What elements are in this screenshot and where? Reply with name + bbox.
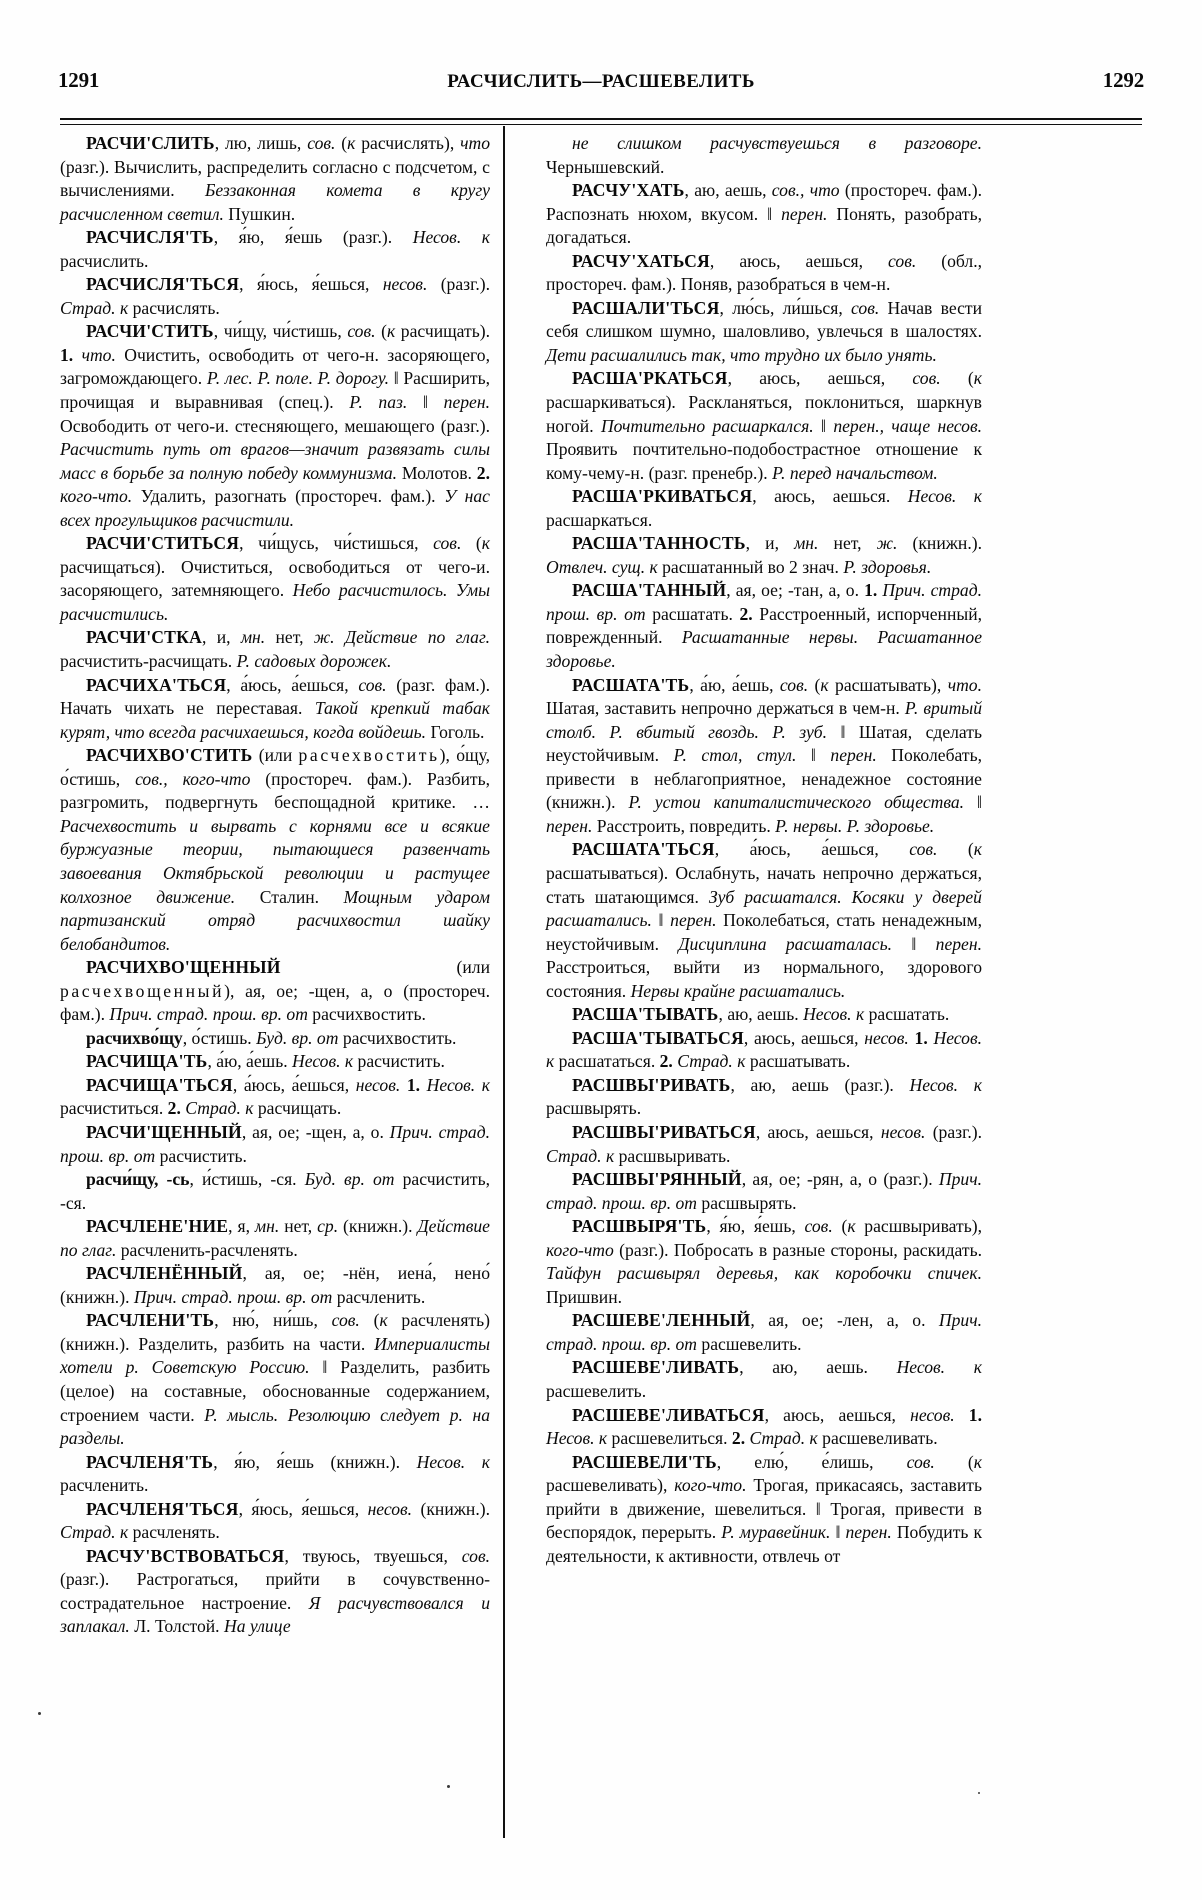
entry-headword: РАСЧЛЕНИ'ТЬ [86, 1310, 215, 1331]
entry-definition: , а́юсь, а́ешься, сов. (разг. фам.). Начать чихать не переставая. Такой крепкий табак курят, что всегда расчихаешься, когда войдешь. Гоголь. [60, 674, 490, 742]
dictionary-entry [546, 485, 982, 532]
dictionary-entry [60, 1262, 490, 1309]
entry-definition: , о́стишь. Буд. вр. от расчихвостить. [182, 1027, 457, 1048]
entry-headword: РАСЧУ'ХАТЬСЯ [572, 250, 710, 271]
entry-headword: РАСЧИХА'ТЬСЯ [86, 674, 227, 695]
dictionary-entry [60, 1498, 490, 1545]
dictionary-entry [60, 273, 490, 320]
entry-definition: , ая, ое; -щен, а, о. Прич. страд. прош. вр. от расчистить. [60, 1121, 490, 1166]
dictionary-entry [60, 626, 490, 673]
entry-headword: РАСЧУ'ВСТВОВАТЬСЯ [86, 1545, 285, 1566]
column-right [546, 132, 982, 1832]
entry-headword: РАСШАЛИ'ТЬСЯ [572, 297, 720, 318]
entry-headword: расчихво́щу [86, 1027, 183, 1048]
page-header [58, 68, 1144, 102]
entry-definition: , я́ю, я́ешь, сов. (к расшвыривать), кого-что (разг.). Побросать в разные стороны, раскидать. Тайфун расшвырял деревья, как коробочки спичек. Пришвин. [546, 1216, 982, 1307]
dictionary-entry [60, 1451, 490, 1498]
entry-definition: , аюсь, аешься, несов. (разг.). Страд. к расшвыривать. [546, 1121, 982, 1166]
column-left [60, 132, 490, 1832]
entry-headword: расчи́щу, -сь [86, 1169, 190, 1190]
running-title: РАСЧИСЛИТЬ—РАСШЕВЕЛИТЬ [447, 71, 755, 92]
entry-headword: РАСЧИЩА'ТЬСЯ [86, 1074, 233, 1095]
dictionary-entry [60, 1121, 490, 1168]
entry-definition: , я́ю, я́ешь (разг.). Несов. к расчислить. [60, 227, 490, 271]
entry-headword: РАСЧИ'СТИТЬСЯ [86, 533, 240, 554]
entry-definition: , ая, ое; -рян, а, о (разг.). Прич. страд. прош. вр. от расшвырять. [546, 1169, 982, 1213]
dictionary-entry [546, 297, 982, 368]
dictionary-entry [546, 1003, 982, 1027]
entry-definition: , чи́щу, чи́стишь, сов. (к расчищать). 1. что. Очистить, освободить от чего-н. засоряющего, загромождающего. Р. лес. Р. поле. Р. дорогу. ‖ Расширить, прочищая и выравнивая (спец.). Р. паз. ‖ перен. Освободить от чего-и. стесняющего, мешающего (разг.). Расчистить путь от врагов—значит развязать силы масс в борьбе за полную победу коммунизма. Молотов. 2. кого-что. Удалить, разогнать (простореч. фам.). У нас всех прогульщиков расчистили. [60, 321, 491, 530]
entry-definition: , аю, аешь. Несов. к расшатать. [718, 1004, 950, 1025]
dictionary-entry [546, 1027, 982, 1074]
entry-headword: РАСЧИСЛЯ'ТЬ [86, 227, 214, 248]
dictionary-entry [546, 838, 982, 1003]
entry-headword: РАСШАТА'ТЬ [572, 674, 690, 695]
entry-definition: не слишком расчувствуешься в разговоре. Чернышевский. [546, 133, 982, 177]
dictionary-entry [546, 579, 982, 673]
entry-headword: РАСША'ТЫВАТЬСЯ [572, 1027, 744, 1048]
entry-definition: , лю́сь, ли́шься, сов. Начав вести себя слишком шумно, шаловливо, увлечься в шалостях. Дети расшалились так, что трудно их было унять. [546, 297, 982, 365]
dictionary-entry [546, 1356, 982, 1403]
entry-definition: , я́юсь, я́ешься, несов. (разг.). Страд. к расчислять. [60, 274, 491, 318]
text-body [60, 132, 1142, 1832]
header-rule [60, 118, 1142, 125]
entry-definition: , ая, ое; -тан, а, о. 1. Прич. страд. прош. вр. от расшатать. 2. Расстроенный, испорченный, поврежденный. Расшатанные нервы. Расшатанное здоровье. [546, 580, 983, 672]
entry-headword: РАСЧИХВО'ЩЕННЫЙ [86, 957, 281, 978]
dictionary-entry [546, 1451, 982, 1569]
entry-headword: РАСЧИСЛЯ'ТЬСЯ [86, 274, 240, 295]
dictionary-entry [60, 1545, 490, 1639]
entry-headword: РАСЧУ'ХАТЬ [572, 180, 685, 201]
dictionary-entry [546, 250, 982, 297]
entry-definition: , а́ю, а́ешь, сов. (к расшатывать), что. Шатая, заставить непрочно держаться в чем-н. Р. вритый столб. Р. вбитый гвоздь. Р. зуб. ‖ Шатая, сделать неустойчивым. Р. стол, стул. ‖ перен. Поколебать, привести в неблагоприятное, ненадежное состояние (книжн.). Р. устои капиталистического общества. ‖ перен. Расстроить, повредить. Р. нервы. Р. здоровье. [546, 674, 983, 836]
entry-definition: , ню́, ни́шь, сов. (к расчленять) (книжн.). Разделить, разбить на части. Империалисты хотели р. Советскую Россию. ‖ Разделить, разбить (целое) на составные, обоснованные содержанием, строением части. Р. мысль. Резолюцию следует р. на разделы. [60, 1310, 491, 1449]
entry-definition: , я́юсь, я́ешься, несов. (книжн.). Страд. к расчленять. [60, 1498, 490, 1543]
entry-definition: , ая, ое; -нён, иена́, нено́ (книжн.). Прич. страд. прош. вр. от расчленить. [60, 1263, 490, 1307]
scan-speck [447, 1785, 450, 1788]
entry-headword: РАСЧЛЕНЁННЫЙ [86, 1263, 243, 1284]
entry-definition: (или расчехвощенный), ая, ое; -щен, а, о (простореч. фам.). Прич. страд. прош. вр. от расчихвостить. [60, 957, 490, 1025]
entry-headword: РАСШЕВЕ'ЛЕННЫЙ [572, 1310, 751, 1331]
entry-headword: РАСША'РКАТЬСЯ [572, 368, 728, 389]
entry-definition: , я, мн. нет, ср. (книжн.). Действие по глаг. расчленить-расчленять. [60, 1216, 490, 1260]
entry-definition: , аюсь, аешься. Несов. к расшаркаться. [546, 486, 982, 530]
entry-headword: РАСШВЫ'РИВАТЬ [572, 1074, 731, 1095]
dictionary-entry [546, 1168, 982, 1215]
entry-headword: РАСША'ТАННОСТЬ [572, 533, 746, 554]
entry-headword: РАСЧИХВО'СТИТЬ [86, 745, 253, 766]
dictionary-entry [546, 674, 982, 839]
entry-definition: , аюсь, аешься, сов. (к расшаркиваться). Раскланяться, поклониться, шаркнув ногой. Почтительно расшаркался. ‖ перен., чаще несов. Проявить почтительно-подобострастное отношение к кому-чему-н. (разг. пренебр.). Р. перед начальством. [546, 368, 982, 483]
entry-definition: , лю, лишь, сов. (к расчислять), что (разг.). Вычислить, распределить согласно с подсчетом, с вычислениями. Беззаконная комета в кругу расчисленном светил. Пушкин. [60, 133, 490, 224]
dictionary-entry [60, 226, 490, 273]
dictionary-entry [60, 674, 490, 745]
entry-definition: , аюсь, аешься, несов. 1. Несов. к расшататься. 2. Страд. к расшатывать. [546, 1027, 982, 1072]
entry-headword: РАСШВЫ'РЯННЫЙ [572, 1169, 742, 1190]
entry-definition: , аюсь, аешься, сов. (обл., простореч. фам.). Поняв, разобраться в чем-н. [546, 250, 982, 295]
dictionary-entry [60, 532, 490, 626]
dictionary-entry [546, 1121, 982, 1168]
entry-continuation [546, 132, 982, 179]
dictionary-entry [546, 1309, 982, 1356]
entry-definition: , аюсь, аешься, несов. 1. Несов. к расшевелиться. 2. Страд. к расшевеливать. [546, 1404, 982, 1449]
dictionary-entry [546, 367, 982, 485]
scan-speck [38, 1712, 41, 1715]
dictionary-entry [60, 1074, 490, 1121]
dictionary-entry [546, 1074, 982, 1121]
folio-left: 1291 [58, 68, 100, 92]
entry-headword: РАСШАТА'ТЬСЯ [572, 839, 715, 860]
dictionary-entry [546, 179, 982, 250]
entry-definition: , аю, аешь, сов., что (простореч. фам.). Распознать нюхом, вкусом. ‖ перен. Понять, разобрать, догадаться. [546, 180, 982, 248]
dictionary-entry [60, 1027, 490, 1051]
dictionary-entry [60, 132, 490, 226]
entry-headword: РАСШВЫ'РИВАТЬСЯ [572, 1121, 756, 1142]
entry-headword: РАСЧИ'СТКА [86, 627, 202, 648]
dictionary-entry [60, 1050, 490, 1074]
dictionary-entry [546, 1215, 982, 1309]
entry-headword: РАСЧЛЕНЯ'ТЬ [86, 1451, 214, 1472]
entry-headword: РАСЧИ'СЛИТЬ [86, 133, 215, 153]
entry-definition: , аю, аешь (разг.). Несов. к расшвырять. [546, 1074, 982, 1119]
entry-headword: РАСЧИЩА'ТЬ [86, 1051, 208, 1072]
dictionary-entry [60, 1309, 490, 1450]
dictionary-entry [60, 744, 490, 956]
entry-definition: , а́юсь, а́ешься, несов. 1. Несов. к расчиститься. 2. Страд. к расчищать. [60, 1074, 490, 1119]
dictionary-entry [546, 532, 982, 579]
entry-headword: РАСШЕВЕ'ЛИВАТЬСЯ [572, 1404, 765, 1425]
entry-headword: РАСЧИ'СТИТЬ [86, 321, 214, 342]
entry-definition: , и́стишь, -ся. Буд. вр. от расчистить, -ся. [60, 1169, 490, 1213]
entry-definition: , я́ю, я́ешь (книжн.). Несов. к расчленить. [60, 1451, 490, 1496]
entry-definition: , и, мн. нет, ж. (книжн.). Отвлеч. сущ. к расшатанный во 2 знач. Р. здоровья. [546, 533, 982, 577]
entry-headword: РАСШЕВЕ'ЛИВАТЬ [572, 1357, 740, 1378]
entry-definition: , твуюсь, твуешься, сов. (разг.). Растрогаться, прийти в сочувственно-сострадательное настроение. Я расчувствовался и заплакал. Л. Толстой. На улице [60, 1545, 490, 1637]
dictionary-entry [60, 956, 490, 1027]
scan-speck [978, 1792, 980, 1794]
entry-definition: , и, мн. нет, ж. Действие по глаг. расчистить-расчищать. Р. садовых дорожек. [60, 627, 490, 672]
entry-headword: РАСША'ТЫВАТЬ [572, 1004, 719, 1025]
entry-headword: РАСШЕВЕЛИ'ТЬ [572, 1451, 717, 1472]
entry-definition: , елю́, е́лишь, сов. (к расшевеливать), кого-что. Трогая, прикасаясь, заставить прийти в движение, шевелиться. ‖ Трогая, привести в беспорядок, перерыть. Р. муравейник. ‖ перен. Побудить к деятельности, к активности, отвлечь от [546, 1451, 982, 1566]
dictionary-entry [546, 1404, 982, 1451]
entry-headword: РАСЧЛЕНЯ'ТЬСЯ [86, 1498, 239, 1519]
entry-headword: РАСША'РКИВАТЬСЯ [572, 486, 753, 507]
column-divider [490, 132, 517, 1832]
entry-headword: РАСЧЛЕНЕ'НИЕ [86, 1216, 229, 1237]
entry-headword: РАСШВЫРЯ'ТЬ [572, 1216, 707, 1237]
entry-definition: , а́юсь, а́ешься, сов. (к расшатываться). Ослабнуть, начать непрочно держаться, стать шатающимся. Зуб расшатался. Косяки у дверей расшатались. ‖ перен. Поколебаться, стать ненадежным, неустойчивым. Дисциплина расшаталась. ‖ перен. Расстроиться, выйти из нормального, здорового состояния. Нервы крайне расшатались. [546, 839, 982, 1001]
entry-definition: , чи́щусь, чи́стишься, сов. (к расчищаться). Очиститься, освободиться от чего-и. засоряющего, затемняющего. Небо расчистилось. Умы расчистились. [60, 533, 490, 624]
folio-right: 1292 [1102, 68, 1144, 92]
entry-definition: , ая, ое; -лен, а, о. Прич. страд. прош. вр. от расшевелить. [546, 1310, 982, 1354]
entry-definition: , а́ю, а́ешь. Несов. к расчистить. [207, 1051, 445, 1072]
dictionary-entry [60, 320, 490, 532]
entry-definition: (или расчехвостить), о́щу, о́стишь, сов., кого-что (простореч. фам.). Разбить, разгромить, подвергнуть беспощадной критике. …Расчехвостить и вырвать с корнями все и всякие буржуазные теории, пытающиеся развенчать завоевания Октябрьской революции и растущее колхозное движение. Сталин. Мощным ударом партизанский отряд расчихвостил шайку белобандитов. [60, 745, 490, 954]
entry-headword: РАСША'ТАННЫЙ [572, 580, 727, 601]
dictionary-entry [60, 1168, 490, 1215]
entry-definition: , аю, аешь. Несов. к расшевелить. [546, 1357, 982, 1401]
dictionary-entry [60, 1215, 490, 1262]
entry-headword: РАСЧИ'ЩЕННЫЙ [86, 1121, 242, 1142]
